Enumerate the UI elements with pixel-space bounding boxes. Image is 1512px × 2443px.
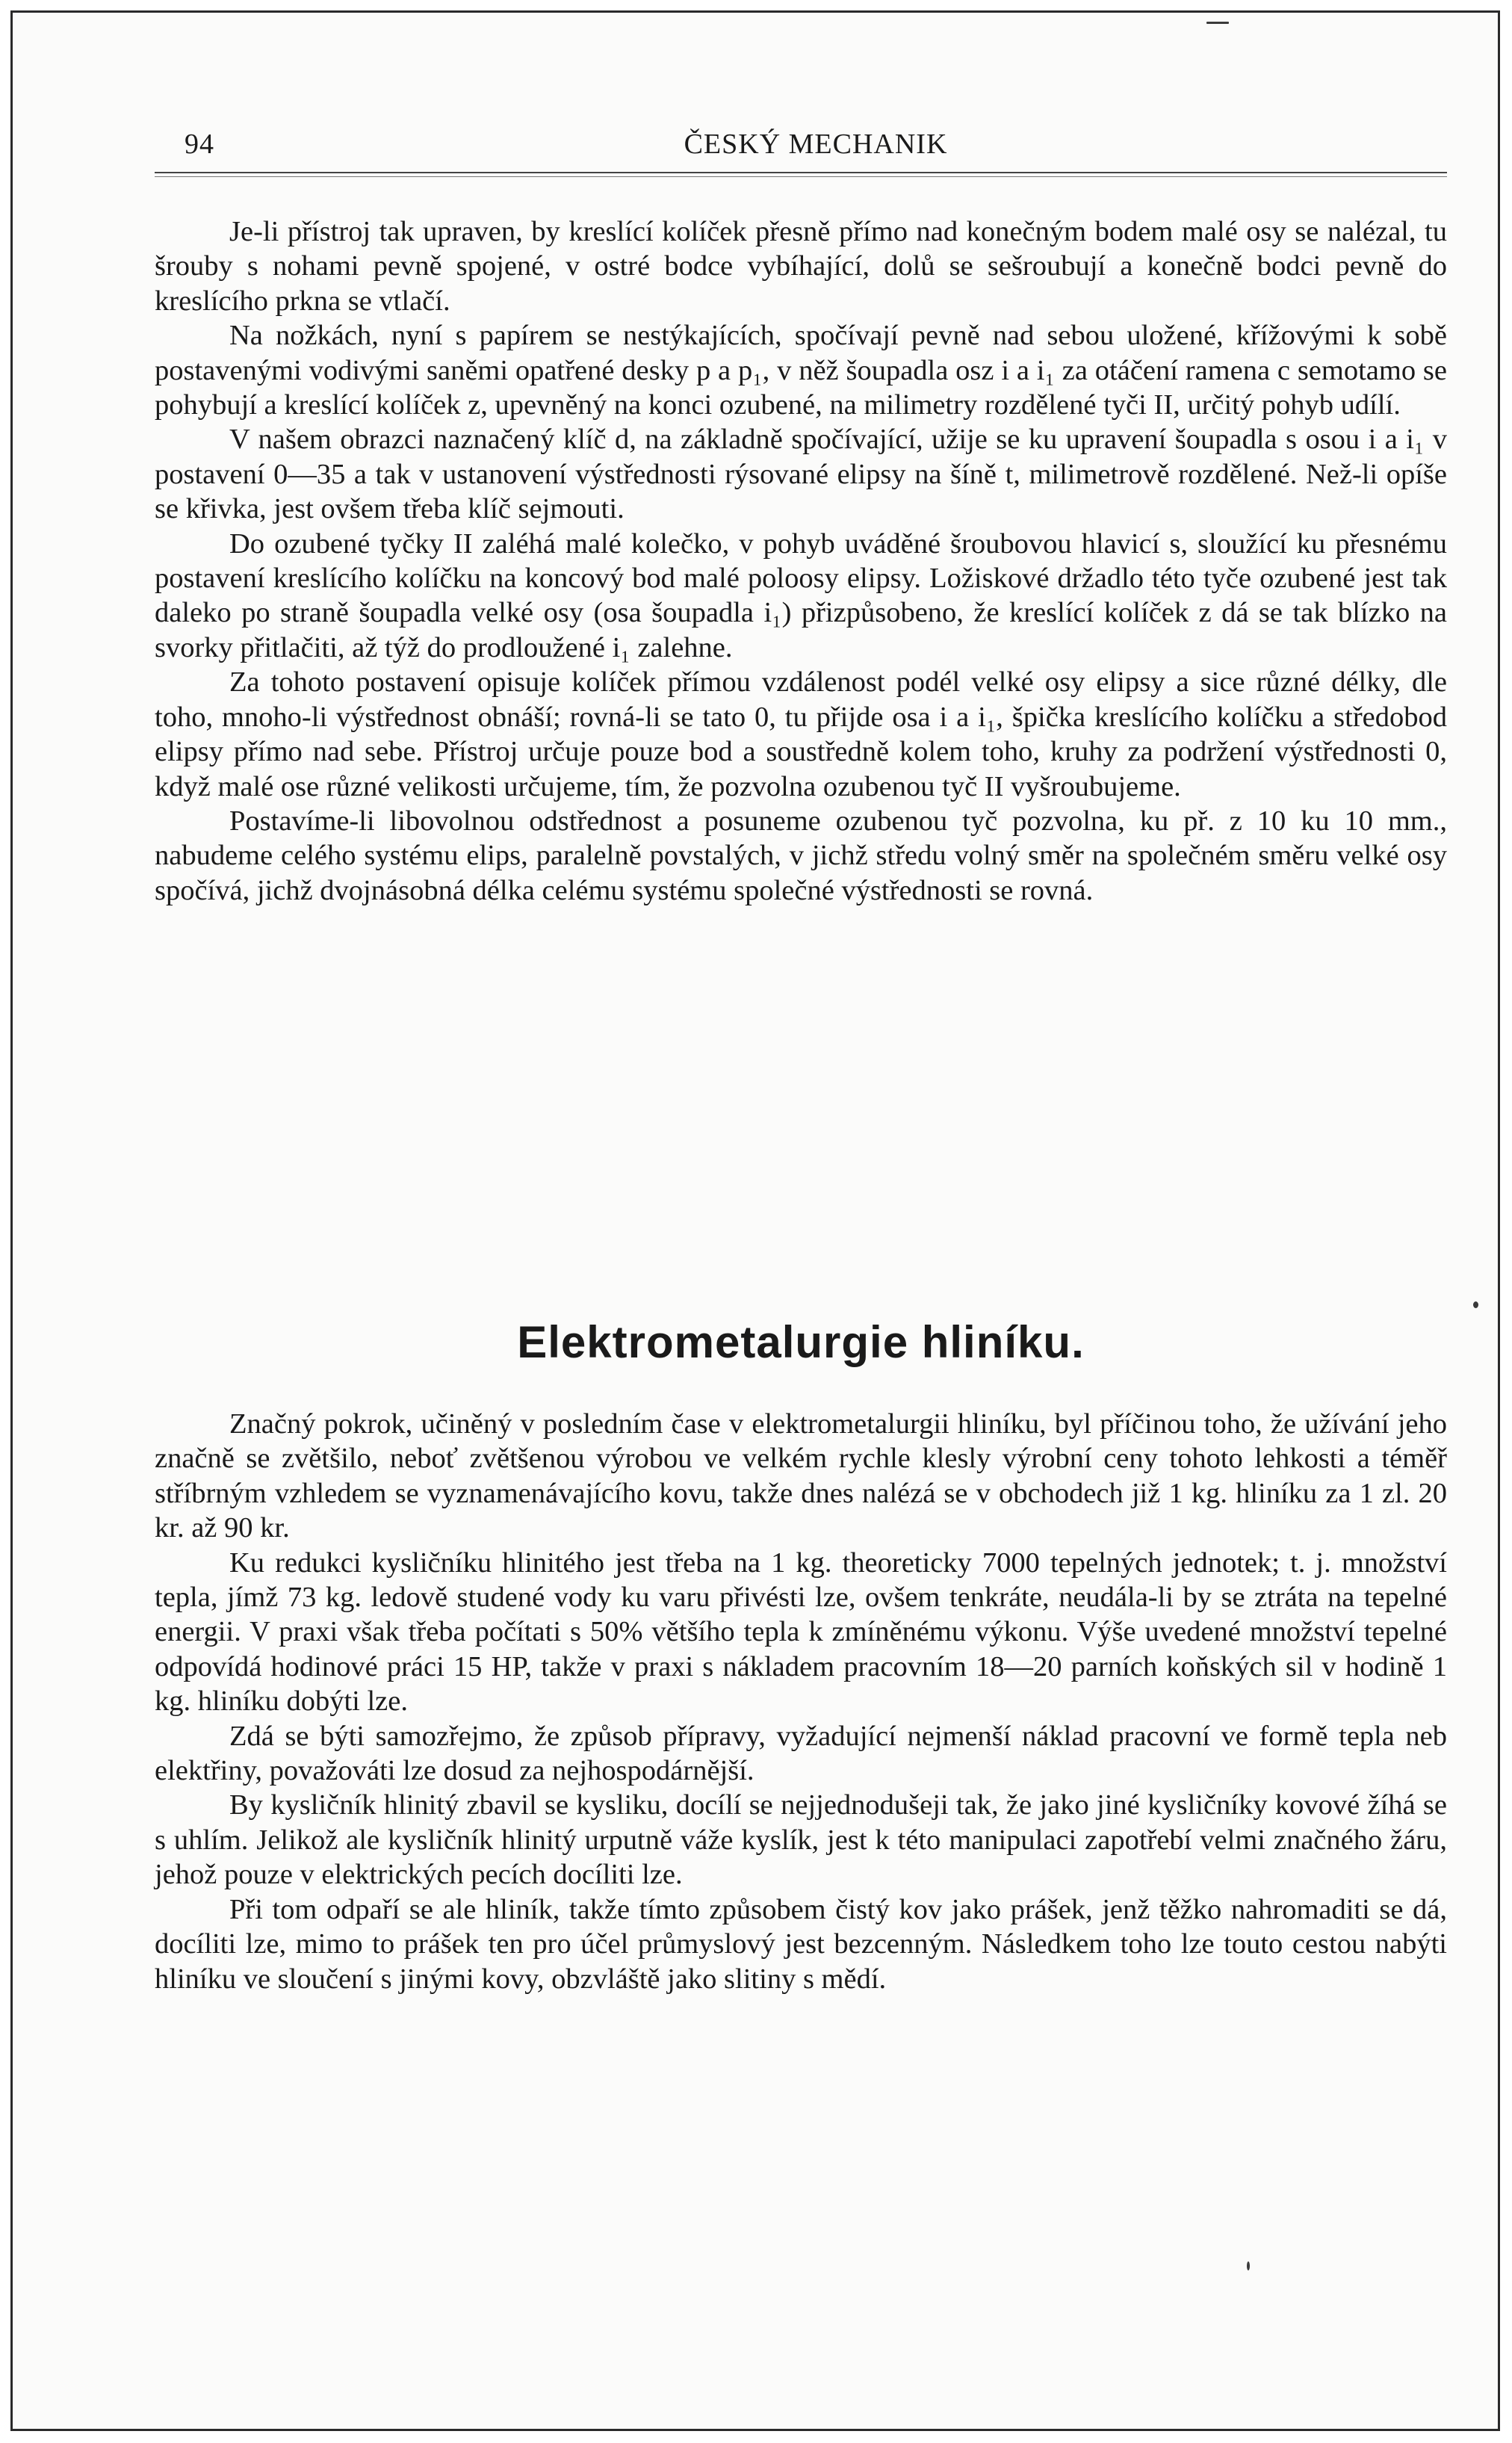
paragraph: Za tohoto postavení opisuje kolíček přímou vzdálenost podél velké osy elipsy a sice různé délky, dle toho, mnoho-li výstřednost obnáší; rovná-li se tato 0, tu přijde osa i a i₁, špička kreslícího kolíčku a středobod elipsy přímo nad sebe. Přístroj určuje pouze bod a soustředně kolem toho, kruhy za podržení výstřednosti 0, když malé ose různé velikosti určujeme, tím, že pozvolna ozubenou tyč II vyšroubujeme. [155,666,1447,802]
article-title: Elektrometalurgie hliníku. [517,1317,1085,1367]
paragraph: V našem obrazci naznačený klíč d, na základně spočívající, užije se ku upravení šoupadla s osou i a i₁ v postavení 0—35 a tak v ustanovení výstřednosti rýsované elipsy na šíně t, milimetrově rozdělené. Než-li opíše se křivka, jest ovšem třeba klíč sejmouti. [155,424,1447,525]
paragraph: Při tom odpaří se ale hliník, takže tímto způsobem čistý kov jako prášek, jenž těžko nahromaditi se dá, docíliti lze, mimo to prášek ten pro účel průmyslový jest bezcenným. Následkem toho lze touto cestou nabýti hliníku ve sloučení s jinými kovy, obzvláště jako slitiny s mědí. [155,1893,1447,1995]
article-aluminium-text [155,1407,1447,1996]
page-number: 94 [185,129,214,160]
print-speck [1247,2261,1250,2270]
paragraph: Ku redukci kysličníku hlinitého jest třeba na 1 kg. theoreticky 7000 tepelných jednotek; t. j. množství tepla, jímž 73 kg. ledově studené vody ku varu přivésti lze, ovšem tenkráte, neudála-li by se ztráta na tepelné energii. V praxi však třeba počítati s 50% většího tepla k zmíněnému výkonu. Výše uvedené množství tepelné odpovídá hodinové práci 15 HP, takže v praxi s nákladem pracovním 18—20 parních koňských sil v hodině 1 kg. hliníku dobýti lze. [155,1546,1447,1718]
header-rule-thin [155,176,1447,177]
paragraph: Postavíme-li libovolnou odstřednost a posuneme ozubenou tyč pozvolna, ku př. z 10 ku 10 mm., nabudeme celého systému elips, paralelně povstalých, v jichž středu volný směr na společném směru velké osy spočívá, jichž dvojnásobná délka celému systému společné výstřednosti se rovná. [155,805,1447,906]
page [10,10,1500,2431]
paragraph: Na nožkách, nyní s papírem se nestýkajících, spočívají pevně nad sebou uložené, křížovými k sobě postavenými vodivými saněmi opatřené desky p a p₁, v něž šoupadla osz i a i₁ za otáčení ramena c semotamo se pohybují a kreslící kolíček z, upevněný na konci ozubené, na milimetry rozdělené tyči II, určitý pohyb udílí. [155,320,1447,421]
article-apparatus-text [155,214,1447,908]
page-header [185,128,1447,170]
paragraph: Značný pokrok, učiněný v posledním čase v elektrometalurgii hliníku, byl příčinou toho, že užívání jeho značně se zvětšilo, neboť zvětšenou výrobou ve velkém rychle klesly výrobní ceny tohoto lehkosti a téměř stříbrným vzhledem se vyznamenávajícího kovu, takže dnes nalézá se v obchodech již 1 kg. hliníku za 1 zl. 20 kr. až 90 kr. [155,1408,1447,1544]
print-speck [1473,1301,1478,1308]
header-rule [155,172,1447,173]
running-title: ČESKÝ MECHANIK [684,129,948,160]
paragraph: Zdá se býti samozřejmo, že způsob přípravy, vyžadující nejmenší náklad pracovní ve formě tepla neb elektřiny, považováti lze dosud za nejhospodárnější. [155,1720,1447,1787]
paragraph: By kysličník hlinitý zbavil se kysliku, docílí se nejjednodušeji tak, že jako jiné kysličníky kovové žíhá se s uhlím. Jelikož ale kysličník hlinitý urputně váže kyslík, jest k této manipulaci zapotřebí velmi značného žáru, jehož pouze v elektrických pecích docíliti lze. [155,1789,1447,1891]
paragraph: Do ozubené tyčky II zaléhá malé kolečko, v pohyb uváděné šroubovou hlavicí s, sloužící ku přesnému postavení kreslícího kolíčku na koncový bod malé poloosy elipsy. Ložiskové držadlo této tyče ozubené jest tak daleko po straně šoupadla velké osy (osa šoupadla i₁) přizpůsobeno, že kreslící kolíček z dá se tak blízko na svorky přitlačiti, až týž do prodloužené i₁ zalehne. [155,527,1447,663]
print-speck [1206,22,1229,24]
paragraph: Je-li přístroj tak upraven, by kreslící kolíček přesně přímo nad konečným bodem malé osy se nalézal, tu šrouby s nohami pevně spojené, v ostré bodce vybíhající, dolů se sešroubují a konečně bodci pevně do kreslícího prkna se vtlačí. [155,216,1447,317]
